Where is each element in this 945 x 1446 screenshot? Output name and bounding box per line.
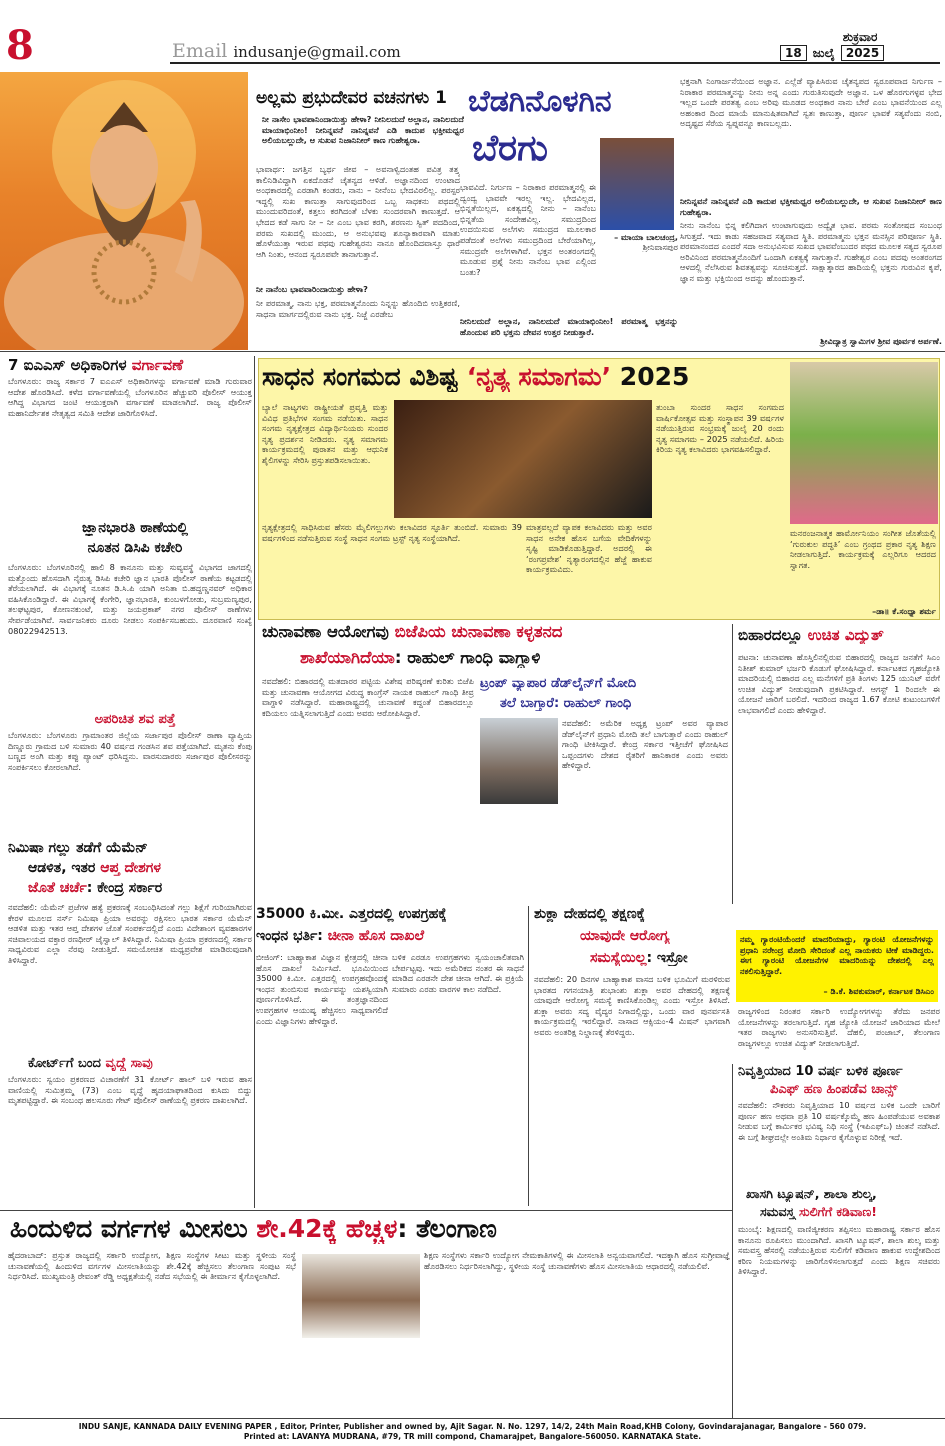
dead-body-text: ಬೆಂಗಳೂರು: ಬೆಂಗಳೂರು ಗ್ರಾಮಾಂತರ ಜಿಲ್ಲೆಯ ಸರ್ಜಾಪುರ ಪೊಲೀಸ್ ಠಾಣಾ ವ್ಯಾಪ್ತಿಯ ದಿಣ್ಣೂರು ಗ್ರಾಮದ ಬಳಿ ಸುಮಾರು 40 ವರ್ಷದ ಗಂಡಸಿನ ಶವ ಪತ್ತೆಯಾಗಿದೆ. ಮೃತನು ಕೆಂಪು ಬಣ್ಣದ ಅಂಗಿ ಮತ್ತು ಕಪ್ಪು ಪ್ಯಾಂಟ್ ಧರಿಸಿದ್ದನು. ವಾರಸುದಾರರು ಸರ್ಜಾಪುರ ಪೊಲೀಸರನ್ನು ಸಂಪರ್ಕಿಸಲು ಕೋರಲಾಗಿದೆ. bbox=[8, 730, 252, 772]
rahul-trade-body: ನವದೆಹಲಿ: ಅಮೆರಿಕ ಅಧ್ಯಕ್ಷ ಟ್ರಂಪ್ ಅವರ ವ್ಯಾಪಾರ ಡೆಡ್‌ಲೈನ್‌ಗೆ ಪ್ರಧಾನಿ ಮೋದಿ ತಲೆ ಬಾಗುತ್ತಾರೆ ಎಂದು ರಾಹುಲ್ ಗಾಂಧಿ ಟೀಕಿಸಿದ್ದಾರೆ. ಕೇಂದ್ರ ಸರ್ಕಾರ ಇತ್ತೀಚೆಗೆ ಘೋಷಿಸಿದ ಒಪ್ಪಂದಗಳು ದೇಶದ ರೈತರಿಗೆ ಹಾನಿಕಾರಕ ಎಂದು ಅವರು ಹೇಳಿದ್ದಾರೆ. bbox=[562, 718, 728, 771]
shukla-headline-2: ಯಾವುದೇ ಆರೋಗ್ಯ bbox=[580, 928, 670, 944]
pf-headline-2: ಪಿಎಫ್ ಹಣ ಹಿಂಪಡೆವ ಚಾನ್ಸ್ bbox=[770, 1082, 898, 1097]
allama-prabhu-illustration bbox=[0, 72, 248, 350]
nritya-col3: ಮಾತ್ರವಲ್ಲದೆ ವ್ಯಾಪಕ ಕಲಾವಿದರು ಮತ್ತು ಅವರ ಸಾಧನ ಅನೇಕ ಹೊಸ ಬಗೆಯ ವೇದಿಕೆಗಳನ್ನು ಸೃಷ್ಟಿ ಮಾಡಿಕೊಡುತ್ತಿದ್ದಾರೆ. ಅದರಲ್ಲಿ ಈ ‘ರಂಗಪ್ರವೇಶ’ ನೃತ್ಯಾರಂಗದಲ್ಲಿನ ಹೆಜ್ಜೆ ಹಾಕುವ ಕಾರ್ಯಕ್ರಮವಿದು. bbox=[526, 522, 652, 575]
imprint-line-2: Printed at: LAVANYA MUDRANA, #79, TR mill compond, Chamarajpet, Bangalore-560050. KARNATAKA State. bbox=[243, 1432, 702, 1441]
telangana-headline: ಹಿಂದುಳಿದ ವರ್ಗಗಳ ಮೀಸಲು ಶೇ.42ಕ್ಕೆ ಹೆಚ್ಚಳ: ತೆಲಂಗಾಣ bbox=[10, 1214, 497, 1243]
bedagu-title-2: ಬೆರಗು bbox=[472, 128, 548, 169]
satellite-headline-1: 35000 ಕಿ.ಮೀ. ಎತ್ತರದಲ್ಲಿ ಉಪಗ್ರಹಕ್ಕೆ bbox=[256, 906, 447, 922]
rahul-subhead-2: ತಲೆ ಬಾಗ್ತಾರೆ: ರಾಹುಲ್ ಗಾಂಧಿ bbox=[500, 696, 632, 711]
masthead-day: ಶುಕ್ರವಾರ bbox=[842, 30, 878, 44]
bedagu-col2: ಭಕ್ತನಾಗಿ ನಿಂಗಾರ್ಜನೆಯಿಂದ ಅಜ್ಞಾನ. ಎಲ್ಲೆಡೆ ವ್ಯಾಪಿಸಿರುವ ಚೈತನ್ಯಪದ ಸ್ವರೂಪವಾದ ನಿರ್ಗುಣ – ನಿರಾಕಾರ ಪರಮಾತ್ಮನನ್ನು ನೀನು ಅನ್ನ ಎಂದು ಗುರುತಿಸುವುದೇ ಅಜ್ಞಾನ. ಒಳ ಹೊರಗುಗಳ್ಳವ ಭೇದ ಇಲ್ಲದ ಒಂದೇ ಪರತತ್ವ ಎಂಬ ಅರಿವು ಮೂಡದ ಅಂಧಕಾರ ನಾನು ಬೇರೆ ಎಂಬ ಭಾವನೆಯಿಂದ ಎಲ್ಲ ಅಹಂಕಾರ ದಿಂದ ಮಾಯೆ ಮಾನುಷಿತವಾಗಿದೆ ಸ್ವತಃ ಕಾಣುತ್ತಾ, ಪೂರ್ಣ ಭಾವಕೆ ಸತ್ಯವೆಂದು ನಂಬಿ, ಅದೃಷ್ಟದ ಸೆರೆಯ ಸ್ವಪ್ನವನ್ನೂ ಕಾಣಬಲ್ಲದು. bbox=[680, 76, 942, 129]
bedagu-col2-body: ನೀನು ನಾನೆಂಬ ಭಿನ್ನ ಕಲಿಗಿದಾಗ ಉಂಟಾಗುವುದು ಅದ್ವೈತ ಭಾವ. ಪರಮ ಸಂತೋಷದ ಸಂಬಂಧ ಸಿಗುತ್ತದೆ. ಇದು ಕಾಡು ಸಹಜವಾದ ಸತ್ಯವಾದ ಸ್ಥಿತಿ. ಪರಮಾತ್ಮನು ಭಕ್ತನ ಮನಸ್ಸಿನ ಪರಿಪೂರ್ಣ ಸ್ಥಿತಿ. ಪರಮಾನಂದದ ಎಂದರೆ ಸದಾ ಅನುಭವಿಸುವ ಸುಖದ ಭಾವವೆಂಬುದರ ಪಥದ ಮೂಲಕ ಸತ್ಯದ ಸ್ವರೂಪ ಅರಿವಿನಿಂದ ಪರಮಾತ್ಮನೊಂದಿಗೆ ಒಂದಾಗಿ ಏಕತ್ವಕ್ಕೆ ಸಾಗುತ್ತಾನೆ. ಗುಹೇಶ್ವರ ಎಂಬ ಪದವು ಅಂತರಂಗದ ಆಳದಲ್ಲಿ ನೆಲೆಸಿರುವ ಶಿವತತ್ವವನ್ನು ಸೂಚಿಸುತ್ತದೆ. ಸಾಕ್ಷಾತ್ಕಾರದ ಹಾದಿಯಲ್ಲಿ ಭಕ್ತನು ಗುರುವಿನ ಕೃಪೆ, ಜ್ಞಾನ ಮತ್ತು ಭಕ್ತಿಯಿಂದ ಅದನ್ನು ಹೊಂದುತ್ತಾನೆ. bbox=[680, 220, 942, 283]
imprint-line-1: INDU SANJE, KANNADA DAILY EVENING PAPER , Editor, Printer, Publisher and owned by, Ajit Sagar. N. No. 1297, 14/2, 24th Main Road,KHB Colony, Govindarajanagar, Bangalore - 560 079. bbox=[78, 1422, 867, 1431]
bedagu-title-1: ಬೆಡಗಿನೊಳಗಿನ bbox=[468, 84, 612, 119]
shukla-body: ನವದೆಹಲಿ: 20 ದಿನಗಳ ಬಾಹ್ಯಾಕಾಶ ವಾಸದ ಬಳಿಕ ಭೂಮಿಗೆ ಮರಳಿರುವ ಭಾರತದ ಗಗನಯಾತ್ರಿ ಶುಭಾಂಶು ಶುಕ್ಲಾ ಅವರ ದೇಹದಲ್ಲಿ ತಕ್ಷಣಕ್ಕೆ ಯಾವುದೇ ಆರೋಗ್ಯ ಸಮಸ್ಯೆ ಕಾಣಿಸಿಕೊಂಡಿಲ್ಲ ಎಂದು ಇಸ್ರೋ ತಿಳಿಸಿದೆ. ಶುಕ್ಲಾ ಅವರು ಸದ್ಯ ವೈದ್ಯರ ನಿಗಾದಲ್ಲಿದ್ದು, ಒಂದು ವಾರ ಪುನರ್ವಸತಿ ಕಾರ್ಯಕ್ರಮದಲ್ಲಿ ಇರಲಿದ್ದಾರೆ. ನಾಸಾದ ಆಕ್ಸಿಯಂ-4 ಮಿಷನ್ ಭಾಗವಾಗಿ ಅವರು ಅಂತರಿಕ್ಷ ನಿಲ್ದಾಣಕ್ಕೆ ತೆರಳಿದ್ದರು. bbox=[534, 974, 730, 1037]
dancers-portrait-photo bbox=[790, 362, 938, 524]
revanth-reddy-photo bbox=[302, 1254, 420, 1338]
imprint-footer bbox=[0, 1418, 945, 1446]
bedagu-col2-verse: ನೀನಿನ್ನವನೆ ನಾನಿನ್ನವನೆ ಎಡಿ ಕಾದುಪ ಭಕ್ತೀಮಧ್ವರ ಅಲಿಯಬಲ್ಲುದೇ, ಆ ಸುಖವ ನಿಜಾನಿನೀರ್ ಕಾಣ ಗುಹೇಶ್ವರಾ. bbox=[680, 196, 942, 217]
bedagu-signoff: ಶ್ರೀವಿದ್ಯಾತ್ರ ಸ್ವಾಮಿಗಳ ಶ್ರೀವ ಪೂರ್ವಕ ಅರ್ಪಣೆ. bbox=[820, 336, 942, 346]
email-address: indusanje@gmail.com bbox=[233, 43, 401, 61]
dks-quote-box bbox=[736, 930, 938, 1002]
nritya-col1: ಬ್ಯಾಲೆ ನಾಟ್ಯಗಳು ರಾಷ್ಟ್ರೀಯತೆ ಪ್ರವೃತ್ತಿ ಮತ್ತು ವಿವಿಧ ಪ್ರತಿಭೆಗಳ ಸಂಗಮ ನಡೆಯಿತು. ಸಾಧನ ಸಂಗಮ ನೃತ್ಯಕ್ಷೇತ್ರದ ವಿದ್ಯಾರ್ಥಿನಿಯರು ಸುಂದರ ನೃತ್ಯ ಪ್ರದರ್ಶನ ನೀಡಿದರು. ನೃತ್ಯ ಸಮಾಗಮ ಕಾರ್ಯಕ್ರಮದಲ್ಲಿ ಪುರಾತನ ಮತ್ತು ಆಧುನಿಕ ಶೈಲಿಗಳನ್ನು ಸೇರಿಸಿ ಪ್ರಸ್ತುತಪಡಿಸಲಾಯಿತು. bbox=[262, 402, 388, 465]
yemen-headline-1: ನಿಮಿಷಾ ಗಲ್ಲು ತಡೆಗೆ ಯೆಮೆನ್ bbox=[8, 840, 148, 856]
masthead-email bbox=[172, 40, 401, 62]
yemen-headline-2: ಆಡಳಿತ, ಇತರ ಆಪ್ತ ದೇಶಗಳ bbox=[28, 860, 161, 876]
column-rule-left bbox=[254, 356, 255, 1208]
satellite-body: ಬೀಜಿಂಗ್: ಬಾಹ್ಯಾಕಾಶ ವಿಜ್ಞಾನ ಕ್ಷೇತ್ರದಲ್ಲಿ ಚೀನಾ ಹೊಸ ದಾಖಲೆ ನಿರ್ಮಿಸಿದೆ. ಭೂಮಿಯಿಂದ 35000 ಕಿ.ಮೀ. ಎತ್ತರದಲ್ಲಿ ಉಪಗ್ರಹವೊಂದಕ್ಕೆ ಇಂಧನ ತುಂಬಿಸುವ ಕಾರ್ಯವನ್ನು ಯಶಸ್ವಿಯಾಗಿ ಪೂರ್ಣಗೊಳಿಸಿದೆ. ಈ ತಂತ್ರಜ್ಞಾನದಿಂದ ಉಪಗ್ರಹಗಳ ಆಯುಷ್ಯ ಹೆಚ್ಚಿಸಲು ಸಾಧ್ಯವಾಗಲಿದೆ ಎಂದು ವಿಜ್ಞಾನಿಗಳು ಹೇಳಿದ್ದಾರೆ. bbox=[256, 952, 388, 1026]
tuition-headline-2: ಸಮವಸ್ತ್ರ ಸುಲಿಗೆಗೆ ಕಡಿವಾಣ! bbox=[760, 1204, 877, 1219]
vachana-meaning-2: ನೀ ಪರಮಾತ್ಮ, ನಾನು ಭಕ್ತ, ಪರಮಾತ್ಮನೊಂದು ನಿನ್ನನ್ನು ಹೊಂದಿಬಿ ಉತ್ತಿಕರಣಿ, ಸಾಧನಾ ಮಾರ್ಗದಲ್ಲಿರುವ ನಾನು ಭಕ್ತ. ನಿಜ್ಜೆ ಎರಡೇಬ bbox=[256, 298, 460, 319]
vachana-verse: ನೀ ನಾಸೇಂ ಭಾವಪಾನಿಂದಾಯಿತ್ತು ಹೇಳಾ? ನೀನಿಲದುದೆ ಅಲ್ಲಾನ, ನಾನಿಲದುದೆ ಮಾಯಾಭಿಂನೀಂ! ನೀನಿನ್ನವನೆ ನಾನಿನ್ನವನೆ ಎಡಿ ಕಾದುಪ ಭಕ್ತೀಮಧ್ವರ ಅಲಿಯಬಲ್ಲುದೇ, ಆ ಸುಖವ ನಿಜಾನಿನೀರ್ ಕಾಣ ಗುಹೇಶ್ವರಾ. bbox=[262, 114, 464, 146]
yemen-headline-3: ಜೊತೆ ಚರ್ಚೆ: ಕೇಂದ್ರ ಸರ್ಕಾರ bbox=[28, 880, 163, 896]
shukla-headline-3: ಸಮಸ್ಯೆಯಿಲ್ಲ: ಇಸ್ರೋ bbox=[590, 950, 688, 966]
dks-quote: ನಮ್ಮ ಗ್ಯಾರಂಟಿಯೆಂದರೆ ಮಾದರಿಯಾದ್ದು, ಗ್ಯಾರಂಟಿ ಯೋಜನೆಗಳನ್ನು ಪ್ರಧಾನಿ ನರೇಂದ್ರ ಮೋದಿ ಸೇರಿದಂತೆ ಎಲ್ಲ ನಾಯಕರು ಟೀಕೆ ಮಾಡಿದ್ದರು. ಈಗ ಗ್ಯಾರಂಟಿ ಯೋಜನೆಗಳ ಮಾದರಿಯನ್ನು ದೇಶದಲ್ಲಿ ಎಲ್ಲ ನಕಲಿಸುತ್ತಿದ್ದಾರೆ. bbox=[740, 934, 934, 976]
vachana-meaning: ಭಾವಾರ್ಥ: ಜಗತ್ತಿನ ಬ್ಯರ್ಥ ಜೀವ – ಅವನಾಳ್ವಿದಂತಹ ಪವಿತ್ರ ತತ್ತ್ವ ಕಾಲಿನಿಡಿವಿದ್ದಾಗಿ ಏಕದೊಡನೆ ಚೈತನ್ಯದ ಆಳಿಡೆ. ಅಜ್ಞಾನದಿಂದ ಉಂಟಾದ ಅಂಧಕಾರದಲ್ಲಿ ಎರಡಾಗಿ ಕಂಡರು, ನಾನು – ನೀನೆಂಬ ಭೇದವಿರಲಿಲ್ಲ. ಪರಸ್ಪರ ಇದ್ದಲ್ಲಿ ಸುಖ ಕಾಣುತ್ತಾ ಸಾಗುವುದರಿಂದ ಒಬ್ಬ ಸಾಧಕನು ಪಥದಲ್ಲಿ ಮುಂದುವರಿದಂತೆ, ಕತ್ತಲು ಕರಗಿದಂತೆ ಬೆಳಕು ಸುಂದರವಾಗಿ ಕಾಣುತ್ತದೆ. ಆ ಭೇದದ ಕಡೆ ಸಾಗು ನೀ – ನೀ ಎಂಬ ಭಾವ ಕರಗಿ, ಶರಣನು ಸ್ವಿತ್ ಪದದಿಂದ, ಪರಮ ಸುಖದಲ್ಲಿ ಮುಂದು, ಆ ಅನುಭವವು ಶೂನ್ಯಾಕಾರವಾಗಿ ಮಾತು ಹೊಳೆಯುತ್ತಾ ಇರುವ ಪಥವು ಗುಹೇಶ್ವರನು ನಾನೂ ಹೊಂದಿದವಾಸ್ತೂ ಧಾರೆ ಆಗಿ ನಿಂತು, ಆನಂದ ಸ್ವರೂಪವೇ ತಾನಾಗುತ್ತಾನೆ. bbox=[256, 164, 460, 259]
column-rule-right bbox=[732, 624, 733, 904]
dcp-body: ಬೆಂಗಳೂರು: ಬೆಂಗಳೂರಿನಲ್ಲಿ ಹಾಲಿ 8 ಕಾನೂನು ಮತ್ತು ಸುವ್ಯವಸ್ಥೆ ವಿಭಾಗದ ಜಾಗದಲ್ಲಿ ಮತ್ತೊಂದು ಹೊಸದಾಗಿ ನೈರುತ್ಯ ಡಿಸಿಪಿ ಕಚೇರಿ ಜ್ಞಾನ ಭಾರತಿ ಪೊಲೀಸ್ ಠಾಣೆಯ ಕಟ್ಟಡದಲ್ಲಿ ತೆರೆಯಲಾಗಿದೆ. ಈ ವಿಭಾಗಕ್ಕೆ ನೂತನ ಡಿ.ಸಿ.ಪಿ ಯಾಗಿ ಅನಿತಾ ಬಿ.ಹದ್ದಣ್ಣನವರ್ ಅಧಿಕಾರ ವಹಿಸಿಕೊಂಡಿದ್ದಾರೆ. ಈ ವಿಭಾಗಕ್ಕೆ ಕೆಂಗೇರಿ, ಜ್ಞಾನಭಾರತಿ, ಕುಂಬಳಗೋಡು, ಸುಬ್ರಮಣ್ಯಪುರ, ತಲಘಟ್ಟಪುರ, ಕೋಣನಕುಂಟೆ, ಮತ್ತು ಜಯಪ್ರಕಾಶ್ ನಗರ ಪೊಲೀಸ್ ಠಾಣೆಗಳು ಸೇರ್ಪಡೆಯಾಗಿವೆ. ಸಾರ್ವಜನಿಕರು ದೂರು ನೀಡಲು ಸಂಪರ್ಕಿಸಬಹುದು. ದೂರವಾಣಿ ಸಂಖ್ಯೆ 08022942513. bbox=[8, 562, 252, 636]
rahul-headline-2: ಶಾಖೆಯಾಗಿದೆಯಾ: ರಾಹುಲ್ ಗಾಂಧಿ ವಾಗ್ದಾಳಿ bbox=[300, 648, 541, 667]
bedagu-body-b: ನೀನಿಲದುದೆ ಅಲ್ಲಾನ, ನಾನಿಲದುದೆ ಮಾಯಾಭಿಂನೀಂ! ಪರಮಾತ್ಮ ಭಕ್ತನನ್ನು ಹೊಂದುವ ಪರಿ ಭಕ್ತನು ದೇವನ ಉತ್ತರ ನೀಡುತ್ತಾರೆ. bbox=[460, 316, 678, 337]
vachana-verse-2: ನೀ ನಾನೆಂಬ ಭಾವವಾರಿಂದಾಯಿತ್ತು ಹೇಳಾ? bbox=[256, 284, 368, 294]
bihar-headline: ಬಿಹಾರದಲ್ಲೂ ಉಚಿತ ವಿದ್ಯುತ್ bbox=[738, 626, 884, 644]
rahul-body: ನವದೆಹಲಿ: ಬಿಹಾರದಲ್ಲಿ ಮತದಾರರ ಪಟ್ಟಿಯ ವಿಶೇಷ ಪರಿಷ್ಕರಣೆ ಕುರಿತು ಬಿಜೆಪಿ ಮತ್ತು ಚುನಾವಣಾ ಆಯೋಗದ ವಿರುದ್ಧ ಕಾಂಗ್ರೆಸ್ ನಾಯಕ ರಾಹುಲ್ ಗಾಂಧಿ ತೀವ್ರ ವಾಗ್ದಾಳಿ ನಡೆಸಿದ್ದಾರೆ. ಮಹಾರಾಷ್ಟ್ರದಲ್ಲಿ ಚುನಾವಣೆ ಕದ್ದಂತೆ ಬಿಹಾರದಲ್ಲೂ ಕದಿಯಲು ಯತ್ನಿಸಲಾಗುತ್ತಿದೆ ಎಂದು ಅವರು ಆರೋಪಿಸಿದ್ದಾರೆ. bbox=[262, 676, 474, 718]
yemen-body: ನವದೆಹಲಿ: ಯೆಮೆನ್ ಪ್ರಜೆಗಳ ಹತ್ಯೆ ಪ್ರಕರಣಕ್ಕೆ ಸಂಬಂಧಿಸಿದಂತೆ ಗಲ್ಲು ಶಿಕ್ಷೆಗೆ ಗುರಿಯಾಗಿರುವ ಕೇರಳ ಮೂಲದ ನರ್ಸ್ ನಿಮಿಷಾ ಪ್ರಿಯಾ ಅವರನ್ನು ರಕ್ಷಿಸಲು ಭಾರತ ಸರ್ಕಾರ ಯೆಮೆನ್ ಆಡಳಿತ ಮತ್ತು ಇತರ ಆಪ್ತ ದೇಶಗಳ ಜೊತೆ ಸಂಪರ್ಕದಲ್ಲಿದೆ ಎಂದು ವಿದೇಶಾಂಗ ವ್ಯವಹಾರಗಳ ಸಚಿವಾಲಯದ ವಕ್ತಾರ ರಣಧೀರ್ ಜೈಸ್ವಾಲ್ ತಿಳಿಸಿದ್ದಾರೆ. ನಿಮಿಷಾ ಪ್ರಿಯಾ ಪ್ರಕರಣದಲ್ಲಿ ಸರ್ಕಾರ ಸಾಧ್ಯವಿರುವ ಎಲ್ಲಾ ನೆರವು ನೀಡುತ್ತಿದೆ. ಸಮಯೋಚಿತ ಮಧ್ಯಪ್ರವೇಶ ಮಾಡಿರುವುದಾಗಿ ತಿಳಿಸಿದ್ದಾರೆ. bbox=[8, 902, 252, 965]
tuition-headline-1: ಖಾಸಗಿ ಟ್ಯೂಷನ್, ಶಾಲಾ ಶುಲ್ಕ, bbox=[746, 1186, 877, 1201]
nritya-headline: ಸಾಧನ ಸಂಗಮದ ವಿಶಿಷ್ಟ ‘ನೃತ್ಯ ಸಮಾಗಮ’ 2025 bbox=[262, 362, 690, 391]
telangana-body-2: ಶಿಕ್ಷಣ ಸಂಸ್ಥೆಗಳು ಸರ್ಕಾರಿ ಉದ್ಯೋಗ ನೇಮಕಾತಿಗಳಲ್ಲಿ ಈ ಮೀಸಲಾತಿ ಅನ್ವಯವಾಗಲಿದೆ. ಇದಕ್ಕಾಗಿ ಹೊಸ ಸುಗ್ರೀವಾಜ್ಞೆ ಹೊರಡಿಸಲು ನಿರ್ಧರಿಸಲಾಗಿದ್ದು, ಸ್ಥಳೀಯ ಸಂಸ್ಥೆ ಚುನಾವಣೆಗಳು ಹೊಸ ಮೀಸಲಾತಿಯ ಆಧಾರದಲ್ಲಿ ನಡೆಯಲಿವೆ. bbox=[424, 1250, 730, 1271]
date-number: 18 bbox=[780, 45, 807, 61]
dance-performance-photo bbox=[394, 400, 652, 518]
pf-body: ನವದೆಹಲಿ: ನೌಕರರು ನಿವೃತ್ತಿಯಾದ 10 ವರ್ಷದ ಬಳಿಕ ಒಂದೇ ಬಾರಿಗೆ ಪೂರ್ಣ ಹಣ ಅಥವಾ ಪ್ರತಿ 10 ವರ್ಷಕ್ಕೊಮ್ಮೆ ಹಣ ಹಿಂಪಡೆಯುವ ಅವಕಾಶ ನೀಡುವ ಬಗ್ಗೆ ಕಾರ್ಮಿಕರ ಭವಿಷ್ಯ ನಿಧಿ ಸಂಸ್ಥೆ (ಇಪಿಎಫ್‌ಒ) ಚಿಂತನೆ ನಡೆಸಿದೆ. ಈ ಬಗ್ಗೆ ಶೀಘ್ರದಲ್ಲೇ ಅಂತಿಮ ನಿರ್ಧಾರ ಕೈಗೊಳ್ಳುವ ನಿರೀಕ್ಷೆ ಇದೆ. bbox=[738, 1100, 940, 1142]
bedagu-byline-place: ಶ್ರೀನಿವಾಸಪುರ bbox=[642, 242, 678, 252]
date-year: 2025 bbox=[841, 45, 884, 61]
column-rule-right-lower bbox=[732, 1064, 733, 1418]
dks-quote-author: – ಡಿ.ಕೆ. ಶಿವಕುಮಾರ್, ಕರ್ನಾಟಕ ಡಿಸಿಎಂ bbox=[823, 986, 934, 996]
nritya-col5: ಮನರಂಜನಾತ್ಮಕ ಹಾರ್ಮೋನಿಯಂ ಸಂಗೀತ ಜೊತೆಯಲ್ಲಿ ‘ಗುರುಕುಲ ಪದ್ಧತಿ’ ಎಂಬ ಗ್ರಂಥದ ಪ್ರಕಾರ ನೃತ್ಯ ಶಿಕ್ಷಣ ನೀಡಲಾಗುತ್ತಿದೆ. ಕಾರ್ಯಕ್ರಮಕ್ಕೆ ಎಲ್ಲರಿಗೂ ಆದರದ ಸ್ವಾಗತ. bbox=[790, 528, 936, 570]
dead-body-headline: ಅಪರಿಚಿತ ಶವ ಪತ್ತೆ bbox=[94, 712, 176, 727]
telangana-body: ಹೈದರಾಬಾದ್: ಪ್ರಸ್ತುತ ರಾಜ್ಯದಲ್ಲಿ ಸರ್ಕಾರಿ ಉದ್ಯೋಗ, ಶಿಕ್ಷಣ ಸಂಸ್ಥೆಗಳ ಸೀಟು ಮತ್ತು ಸ್ಥಳೀಯ ಸಂಸ್ಥೆ ಚುನಾವಣೆಯಲ್ಲಿ ಹಿಂದುಳಿದ ವರ್ಗಗಳ ಮೀಸಲಾತಿಯನ್ನು ಶೇ.42ಕ್ಕೆ ಹೆಚ್ಚಿಸಲು ತೆಲಂಗಾಣ ಸಂಪುಟ ಸಭೆ ನಿರ್ಧರಿಸಿದೆ. ಮುಖ್ಯಮಂತ್ರಿ ರೇವಂತ್ ರೆಡ್ಡಿ ಅಧ್ಯಕ್ಷತೆಯಲ್ಲಿ ನಡೆದ ಸಭೆಯಲ್ಲಿ ಈ ತೀರ್ಮಾನ ಕೈಗೊಳ್ಳಲಾಗಿದೆ. bbox=[8, 1250, 296, 1282]
ias-headline: 7 ಐಎಎಸ್ ಅಧಿಕಾರಿಗಳ ವರ್ಗಾವಣೆ bbox=[8, 356, 184, 374]
masthead-rule bbox=[170, 62, 940, 64]
nritya-author: –ಡಾ॥ ಕೆ.ಸಂಧ್ಯಾ ಶರ್ಮ bbox=[872, 606, 936, 616]
dcp-headline-1: ಜ್ಞಾನಭಾರತಿ ಠಾಣೆಯಲ್ಲಿ bbox=[82, 520, 188, 536]
rahul-subhead-1: ಟ್ರಂಪ್ ವ್ಯಾಪಾರ ಡೆಡ್‌ಲೈನ್‌ಗೆ ಮೋದಿ bbox=[480, 676, 637, 691]
court-headline: ಕೋರ್ಟ್‌ಗೆ ಬಂದ ವೃದ್ಧೆ ಸಾವು bbox=[28, 1056, 153, 1071]
dcp-headline-2: ನೂತನ ಡಿಸಿಪಿ ಕಚೇರಿ bbox=[87, 540, 183, 556]
nritya-col2: ನೃತ್ಯಕ್ಷೇತ್ರದಲ್ಲಿ ಸಾಧಿಸಿರುವ ಹೆಸರು ಮೈಲಿಗಲ್ಲುಗಳು ಕಲಾವಿದರ ಸ್ಫೂರ್ತಿ ತುಂಬಿದೆ. ಸುಮಾರು 39 ವರ್ಷಗಳಿಂದ ನಡೆಸುತ್ತಿರುವ ಸಂಸ್ಥೆ ಸಾಧನ ಸಂಗಮ ಟ್ರಸ್ಟ್ ನೃತ್ಯ ಸಂಸ್ಥೆಯಾಗಿದೆ. bbox=[262, 522, 522, 543]
nritya-col4: ತುಂಬಾ ಸುಂದರ ಸಾಧನ ಸಂಗಮದ ವಾರ್ಷಿಕೋತ್ಸವ ಮತ್ತು ಸಂಸ್ಥಾಪನ 39 ವರ್ಷಗಳ ನಡೆಯುತ್ತಿರುವ ಸಂಭ್ರಮಕ್ಕೆ ಜುಲೈ 20 ರಂದು ನೃತ್ಯ ಸಮಾಗಮ – 2025 ನಡೆಯಲಿದೆ. ಹಿರಿಯ ಕಿರಿಯ ನೃತ್ಯ ಕಲಾವಿದರು ಭಾಗವಹಿಸಲಿದ್ದಾರೆ. bbox=[656, 402, 784, 455]
rahul-headline-1: ಚುನಾವಣಾ ಆಯೋಗವು ಬಿಜೆಪಿಯ ಚುನಾವಣಾ ಕಳ್ಳತನದ bbox=[262, 622, 563, 641]
bihar-body: ಪಟನಾ: ಚುನಾವಣಾ ಹೊಸ್ತಿಲಿನಲ್ಲಿರುವ ಬಿಹಾರದಲ್ಲಿ ರಾಜ್ಯದ ಜನತೆಗೆ ಸಿಎಂ ನಿತೀಶ್ ಕುಮಾರ್ ಭರ್ಜರಿ ಕೊಡುಗೆ ಘೋಷಿಸಿದ್ದಾರೆ. ಕರ್ನಾಟಕದ ಗೃಹಜ್ಯೋತಿ ಮಾದರಿಯಲ್ಲಿ ಬಿಹಾರದ ಎಲ್ಲ ಮನೆಗಳಿಗೆ ಪ್ರತಿ ತಿಂಗಳು 125 ಯುನಿಟ್ ವರೆಗೆ ಉಚಿತ ವಿದ್ಯುತ್ ನೀಡುವುದಾಗಿ ಪ್ರಕಟಿಸಿದ್ದಾರೆ. ಆಗಸ್ಟ್ 1 ರಿಂದಲೇ ಈ ಯೋಜನೆ ಜಾರಿಗೆ ಬರಲಿದೆ. ಇದರಿಂದ ರಾಜ್ಯದ 1.67 ಕೋಟಿ ಕುಟುಂಬಗಳಿಗೆ ಲಾಭವಾಗಲಿದೆ ಎಂದು ಹೇಳಿದ್ದಾರೆ. bbox=[738, 652, 940, 715]
court-body: ಬೆಂಗಳೂರು: ಸ್ವಯಂ ಪ್ರಕರಣದ ವಿಚಾರಣೆಗೆ 31 ಕೋರ್ಟ್ ಹಾಲ್ ಬಳಿ ಇರುವ ಹಾಸ ವಾಣಿಯಲ್ಲಿ ಸುಮಿತ್ರಮ್ಮ (73) ಎಂಬ ವೃದ್ಧೆ ಹೃದಯಾಘಾತದಿಂದ ಕುಸಿದು ಬಿದ್ದು ಮೃತಪಟ್ಟಿದ್ದಾರೆ. ಈ ಸಂಬಂಧ ಹಲಸೂರು ಗೇಟ್ ಪೊಲೀಸ್ ಠಾಣೆಯಲ್ಲಿ ಪ್ರಕರಣ ದಾಖಲಾಗಿದೆ. bbox=[8, 1074, 252, 1106]
rahul-gandhi-photo bbox=[480, 718, 558, 804]
satellite-body-2: ಬಳಿಕ ಎರಡೂ ಉಪಗ್ರಹಗಳು ಸ್ವಯಂಚಾಲಿತವಾಗಿ ಬೇರ್ಪಟ್ಟವು. ಇದು ಅಮೆರಿಕದ ನಂತರ ಈ ಸಾಧನೆ ಮಾಡಿದ ಎರಡನೇ ದೇಶ ಚೀನಾ ಆಗಿದೆ. ಈ ಪ್ರಕ್ರಿಯೆ ಸುಮಾರು ಎರಡು ವಾರಗಳ ಕಾಲ ನಡೆದಿದೆ. bbox=[392, 952, 524, 994]
pf-headline-1: ನಿವೃತ್ತಿಯಾದ 10 ವರ್ಷ ಬಳಿಕ ಪೂರ್ಣ bbox=[738, 1064, 903, 1079]
masthead-date bbox=[780, 30, 940, 61]
section-rule bbox=[0, 351, 945, 352]
date-month: ಜುಲೈ bbox=[812, 45, 835, 60]
ias-body: ಬೆಂಗಳೂರು: ರಾಜ್ಯ ಸರ್ಕಾರ 7 ಐಎಎಸ್ ಅಧಿಕಾರಿಗಳನ್ನು ವರ್ಗಾವಣೆ ಮಾಡಿ ಗುರುವಾರ ಆದೇಶ ಹೊರಡಿಸಿದೆ. ಕಳೆದ ವರ್ಗಾವಣೆಯಲ್ಲಿ ಬೆಂಗಳೂರಿನ ಹೆಚ್ಚುವರಿ ಪೊಲೀಸ್ ಆಯುಕ್ತ ಆಗಿದ್ದ ವಿಭಾಗದ ಜಂಟಿ ಆಯುಕ್ತರಾಗಿ ವರ್ಗಾವಣೆ ಮಾಡಲಾಗಿದೆ. ರಾಜ್ಯ ಪೊಲೀಸ್ ಮಹಾನಿರ್ದೇಶಕ ನೇತೃತ್ವದ ಸಮಿತಿ ಆದೇಶ ಜಾರಿಗೊಳಿಸಿದೆ. bbox=[8, 376, 252, 418]
columnist-photo bbox=[600, 138, 674, 230]
column-rule-mid bbox=[528, 906, 529, 1206]
bedagu-byline: – ಮಾಯಾ ಬಾಲಚಂದ್ರ, bbox=[614, 232, 678, 242]
vachana-title: ಅಲ್ಲಮ ಪ್ರಭುದೇವರ ವಚನಗಳು 1 bbox=[256, 88, 447, 108]
shukla-headline-1: ಶುಕ್ಲಾ ದೇಹದಲ್ಲಿ ತಕ್ಷಣಕ್ಕೆ bbox=[534, 906, 645, 922]
tuition-body: ಮುಂಬೈ: ಶಿಕ್ಷಣದಲ್ಲಿ ವಾಣಿಜ್ಯೀಕರಣ ತಪ್ಪಿಸಲು ಮಹಾರಾಷ್ಟ್ರ ಸರ್ಕಾರ ಹೊಸ ಕಾನೂನು ರೂಪಿಸಲು ಮುಂದಾಗಿದೆ. ಖಾಸಗಿ ಟ್ಯೂಷನ್, ಶಾಲಾ ಶುಲ್ಕ ಮತ್ತು ಸಮವಸ್ತ್ರ ಹೆಸರಲ್ಲಿ ನಡೆಯುತ್ತಿರುವ ಸುಲಿಗೆಗೆ ಕಡಿವಾಣ ಹಾಕುವ ಉದ್ದೇಶದಿಂದ ಕಠಿಣ ನಿಯಮಗಳನ್ನು ಜಾರಿಗೊಳಿಸಲಾಗುತ್ತದೆ ಎಂದು ಶಿಕ್ಷಣ ಸಚಿವರು ತಿಳಿಸಿದ್ದಾರೆ. bbox=[738, 1224, 940, 1277]
page-number: 8 bbox=[6, 22, 34, 69]
bihar-body-2: ರಾಜ್ಯಗಳಿಂದ ನಿರಂತರ ಸರ್ಕಾರಿ ಉದ್ಯೋಗಗಳನ್ನು ತೆರೆದು ಜನಪರ ಯೋಜನೆಗಳನ್ನು ತರಲಾಗುತ್ತಿದೆ. ಗೃಹ ಜ್ಯೋತಿ ಯೋಜನೆ ಜಾರಿಯಾದ ಮೇಲೆ ಇತರ ರಾಜ್ಯಗಳು ಅನುಸರಿಸುತ್ತಿವೆ. ದೆಹಲಿ, ಪಂಜಾಬ್, ತೆಲಂಗಾಣ ರಾಜ್ಯಗಳಲ್ಲೂ ಉಚಿತ ವಿದ್ಯುತ್ ನೀಡಲಾಗುತ್ತಿದೆ. bbox=[738, 1006, 940, 1048]
satellite-headline-2: ಇಂಧನ ಭರ್ತಿ: ಚೀನಾ ಹೊಸ ದಾಖಲೆ bbox=[256, 928, 425, 944]
email-label: Email bbox=[172, 40, 228, 62]
section-rule-lower bbox=[0, 1210, 732, 1211]
bedagu-body: ಭಾವವಿದೆ. ನಿರ್ಗುಣ – ನಿರಾಕಾರ ಪರಮಾತ್ಮನಲ್ಲಿ ಈ ದ್ವಂದ್ವ ಭಾವವೇ ಇರಲ್ಲ ಇಲ್ಲ. ಭೇದವಿಲ್ಲದ, ಭಿನ್ನತೆಯಿಲ್ಲದ, ಏಕತ್ವದಲ್ಲಿ ನೀನು – ನಾನೆಂಬ ಭಿನ್ನತೆಯ ಸಂದೇಹವಿಲ್ಲ. ಸಮುದ್ರದಿಂದ ಉದಯಿಸುವ ಅಲೆಗಳು ಸಮುದ್ರದ ಮೂಲಕಾರ ಪಡೆದಂತೆ ಅಲೆಗಳು ಸಮುದ್ರದಿಂದ ಬೇರೆಯಾಗಿಲ್ಲ, ಸಮುದ್ರವೇ ಅಲೆಗಳಾಗಿವೆ. ಭಕ್ತನ ಅಂತರಂಗದಲ್ಲಿ ಮೂಡುವ ಪ್ರಶ್ನೆ ನೀನು ನಾನೆಂಬ ಭಾವ ಎಲ್ಲಿಂದ ಬಂತು? bbox=[460, 182, 596, 277]
